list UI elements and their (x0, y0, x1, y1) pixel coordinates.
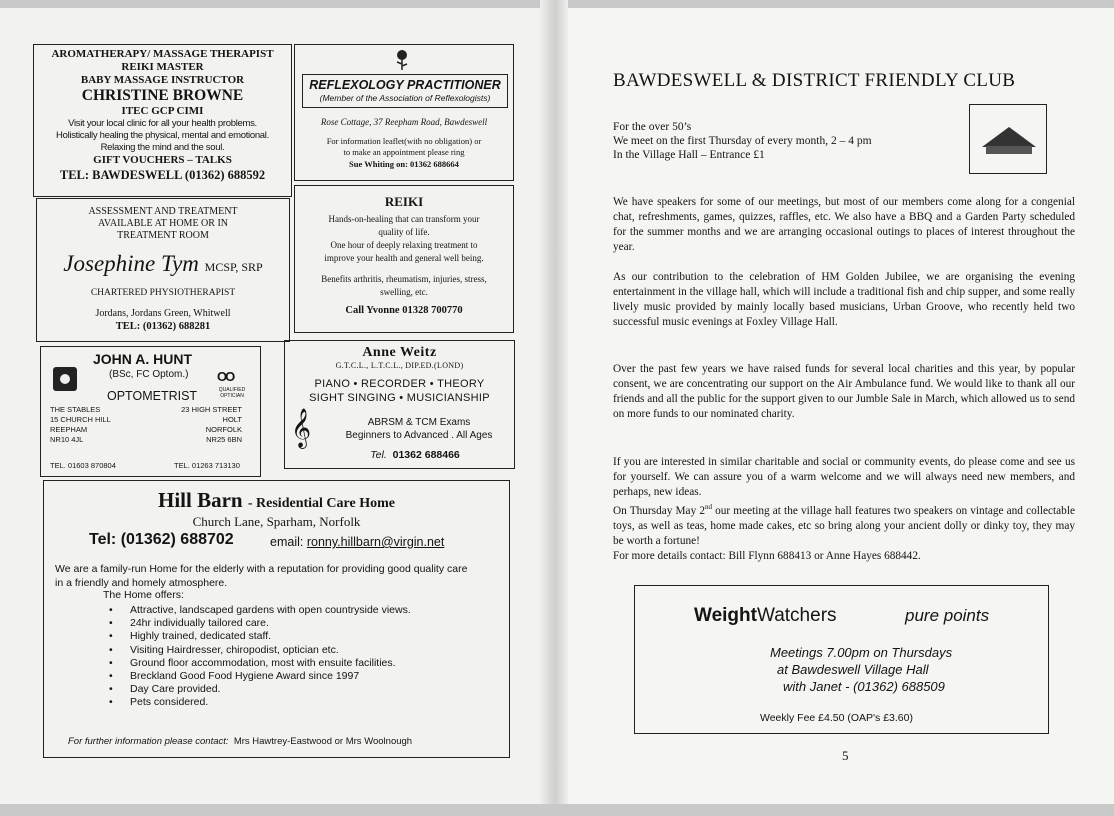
reflexology-title-box (302, 74, 508, 108)
ad-line: REIKI MASTER (121, 61, 204, 73)
phone-value: 01362 688466 (392, 449, 460, 461)
email-label: email: (270, 535, 304, 549)
ad-physiotherapist (36, 198, 290, 342)
ad-line: ABRSM & TCM Exams (367, 417, 471, 428)
offers-list (130, 604, 411, 710)
brand-bold: Weight (694, 605, 757, 626)
offers-heading: The Home offers: (103, 589, 184, 601)
ad-line: Relaxing the mind and the soul. (100, 142, 225, 153)
meeting-line: Meetings 7.00pm on Thursdays (770, 645, 953, 660)
ad-line: quality of life. (378, 227, 430, 237)
contact-details: For more details contact: Bill Flynn 688413 or Anne Hayes 688442. (613, 549, 921, 562)
home-type: - Residential Care Home (247, 496, 395, 511)
intro-text: We are a family-run Home for the elderly with a reputation for providing good quality care in a friendly and homely atmosphere. (55, 563, 468, 589)
address: Jordans, Jordans Green, Whitwell (95, 308, 231, 319)
practitioner-name (37, 251, 289, 280)
paragraph: Over the past few years we have raised funds for several local charities and this year, by popular consent, we are concentrating our support on the Air Ambulance fund. We would like to thank all our friends and all the public for the support given to our Jumble Sale in March, which allowed us to send on more funds to our nominated charity. (613, 363, 1075, 420)
intro-line: For the over 50’s (613, 121, 692, 133)
ad-title (44, 488, 509, 513)
qualifications: ITEC GCP CIMI (121, 105, 204, 117)
optician-logo: OO (217, 369, 234, 384)
ad-line: ASSESSMENT AND TREATMENT (88, 206, 238, 217)
text-run: On Thursday May 2 (613, 504, 705, 517)
treble-clef-icon: 𝄞 (291, 410, 312, 447)
ad-reflexology (294, 44, 514, 181)
eye-logo-icon (53, 367, 77, 391)
scan-bottom-edge (0, 804, 1114, 816)
village-hall-picture (969, 104, 1047, 174)
phone-number: Call Yvonne 01328 700770 (345, 305, 463, 316)
home-name: Hill Barn (158, 488, 243, 512)
ad-line: AROMATHERAPY/ MASSAGE THERAPIST (51, 48, 274, 60)
fee: Weekly Fee £4.50 (OAP's £3.60) (760, 712, 913, 724)
list-item: • Breckland Good Food Hygiene Award since 1997 (130, 670, 411, 683)
phone-number: TEL. 01603 870804 (50, 461, 116, 470)
address-line: NORFOLK (205, 425, 242, 434)
ad-line: improve your health and general well being. (324, 253, 484, 263)
ad-line: BABY MASSAGE INSTRUCTOR (80, 74, 245, 86)
ad-info (295, 136, 513, 158)
ad-line: For information leaflet(with no obligation) or (326, 136, 482, 146)
paragraph (613, 455, 1075, 564)
exams-info (329, 416, 509, 442)
ad-line: TREATMENT ROOM (117, 230, 209, 241)
phone-number: TEL: (01362) 688281 (115, 321, 211, 332)
brand-rest: Watchers (756, 605, 837, 626)
ad-title: REFLEXOLOGY PRACTITIONER (309, 78, 501, 92)
meeting-line: at Bawdeswell Village Hall (777, 662, 929, 677)
list-item: • 24hr individually tailored care. (130, 617, 411, 630)
contact-lead: For further information please contact: (68, 736, 229, 747)
contact-names: Mrs Hawtrey-Eastwood or Mrs Woolnough (233, 736, 413, 747)
address-reepham (50, 405, 111, 445)
ad-text (295, 273, 513, 299)
ad-line: Holistically healing the physical, mental and emotional. (56, 130, 269, 141)
list-item: • Highly trained, dedicated staff. (130, 630, 411, 643)
address: Rose Cottage, 37 Reepham Road, Bawdeswell (320, 117, 488, 127)
hall-roof (982, 127, 1036, 147)
name-text: Josephine Tym (63, 251, 199, 276)
ad-text (295, 213, 513, 265)
ad-line: Visit your local clinic for all your health problems. (68, 118, 257, 129)
optician-logo-caption: QUALIFIED OPTICIAN (218, 387, 246, 399)
phone-label: Tel. (370, 449, 387, 461)
hall-wall (986, 146, 1032, 154)
email (270, 535, 444, 549)
address-holt (181, 405, 242, 445)
ad-line: One hour of deeply relaxing treatment to (330, 240, 478, 250)
meeting-info (770, 644, 952, 695)
list-item: • Visiting Hairdresser, chiropodist, optician etc. (130, 644, 411, 657)
phone-number (325, 449, 505, 461)
list-item: • Day Care provided. (130, 683, 411, 696)
address-line: REEPHAM (50, 425, 88, 434)
ad-line: AVAILABLE AT HOME OR IN (97, 218, 228, 229)
brand-logo (694, 605, 837, 627)
ad-weightwatchers (634, 585, 1049, 734)
paragraph: As our contribution to the celebration of HM Golden Jubilee, we are organising the evening entertainment in the village hall, which will include a traditional fish and chip supper, and some really lively music provided by mainly locally based musicians, Urban Groove, who recently held two successful music evenings at Foxley Village Hall. (613, 271, 1075, 328)
profession: CHARTERED PHYSIOTHERAPIST (90, 288, 236, 298)
club-intro (613, 120, 872, 162)
paragraph-text (613, 500, 1075, 549)
phone-number: Sue Whiting on: 01362 688664 (349, 159, 459, 169)
address-line: NR25 6BN (206, 435, 242, 444)
ad-line: Beginners to Advanced . All Ages (345, 430, 493, 441)
phone-number: Tel: (01362) 688702 (89, 531, 234, 548)
ad-line: Benefits arthritis, rheumatism, injuries, stress, (321, 274, 487, 284)
intro-line: We meet on the first Thursday of every month, 2 – 4 pm (613, 135, 872, 147)
ad-care-home (43, 480, 510, 758)
paragraph: We have speakers for some of our meetings, but most of our members come along for a congenial chat, refreshments, games, quizzes, raffles, etc. We also have a BBQ and a Garden Party scheduled for the summer months and we are arranging occasional outings to places of interest throughout the year. (613, 196, 1075, 253)
subjects-line: PIANO • RECORDER • THEORY (314, 378, 485, 390)
paragraph-text: If you are interested in similar charitable and social or community events, do please come and see us for yourself. We can assure you of a warm welcome and we will always need new members, and perhaps, new ideas. (613, 456, 1075, 498)
page-title: BAWDESWELL & DISTRICT FRIENDLY CLUB (613, 70, 1016, 91)
address-line: NR10 4JL (50, 435, 84, 444)
practitioner-name: Anne Weitz (362, 345, 437, 360)
ad-line: to make an appointment please ring (343, 147, 465, 157)
ad-music-teacher (284, 340, 515, 469)
contact-line (68, 736, 412, 747)
qualifications: (BSc, FC Optom.) (109, 369, 189, 380)
phone-number: TEL: BAWDESWELL (01362) 688592 (59, 168, 266, 182)
ad-optometrist (40, 346, 261, 477)
ad-aromatherapy (33, 44, 292, 197)
practitioner-name: CHRISTINE BROWNE (81, 87, 244, 104)
address-line: THE STABLES (50, 405, 101, 414)
address-line: 23 HIGH STREET (181, 405, 242, 414)
phone-number: TEL. 01263 713130 (174, 461, 240, 470)
qualifications: G.T.C.L., L.T.C.L., DIP.ED.(LOND) (335, 361, 464, 370)
subjects-line: SIGHT SINGING • MUSICIANSHIP (309, 392, 490, 404)
rose-icon (393, 49, 411, 71)
page-gutter (540, 0, 568, 816)
meeting-line: with Janet - (01362) 688509 (783, 679, 945, 694)
address: Church Lane, Sparham, Norfolk (192, 514, 361, 529)
ordinal-suffix: nd (704, 503, 712, 511)
text-run: our meeting at the village hall features two speakers on vintage and collectable toys, as well as teas, home made cakes, etc so bring along your ancient dolly or dinky toy, they may be worth a fortune! (613, 504, 1075, 547)
ad-reiki (294, 185, 514, 333)
list-item: • Ground floor accommodation, most with ensuite facilities. (130, 657, 411, 670)
profession: OPTOMETRIST (107, 389, 198, 403)
ad-line: swelling, etc. (380, 287, 428, 297)
page-number: 5 (842, 748, 849, 763)
address-line: HOLT (222, 415, 242, 424)
ad-line: GIFT VOUCHERS – TALKS (93, 154, 232, 166)
ad-title: REIKI (384, 194, 424, 209)
tagline: pure points (905, 606, 990, 625)
ad-line: Hands-on-healing that can transform your (328, 214, 480, 224)
list-item: • Pets considered. (130, 696, 411, 709)
address-line: 15 CHURCH HILL (50, 415, 111, 424)
email-link[interactable]: ronny.hillbarn@virgin.net (306, 535, 445, 549)
qualifications: MCSP, SRP (204, 260, 263, 274)
membership: (Member of the Association of Reflexologists) (319, 93, 491, 103)
list-item: • Attractive, landscaped gardens with open countryside views. (130, 604, 411, 617)
intro-line: In the Village Hall – Entrance £1 (613, 149, 765, 161)
practitioner-name: JOHN A. HUNT (93, 351, 193, 367)
